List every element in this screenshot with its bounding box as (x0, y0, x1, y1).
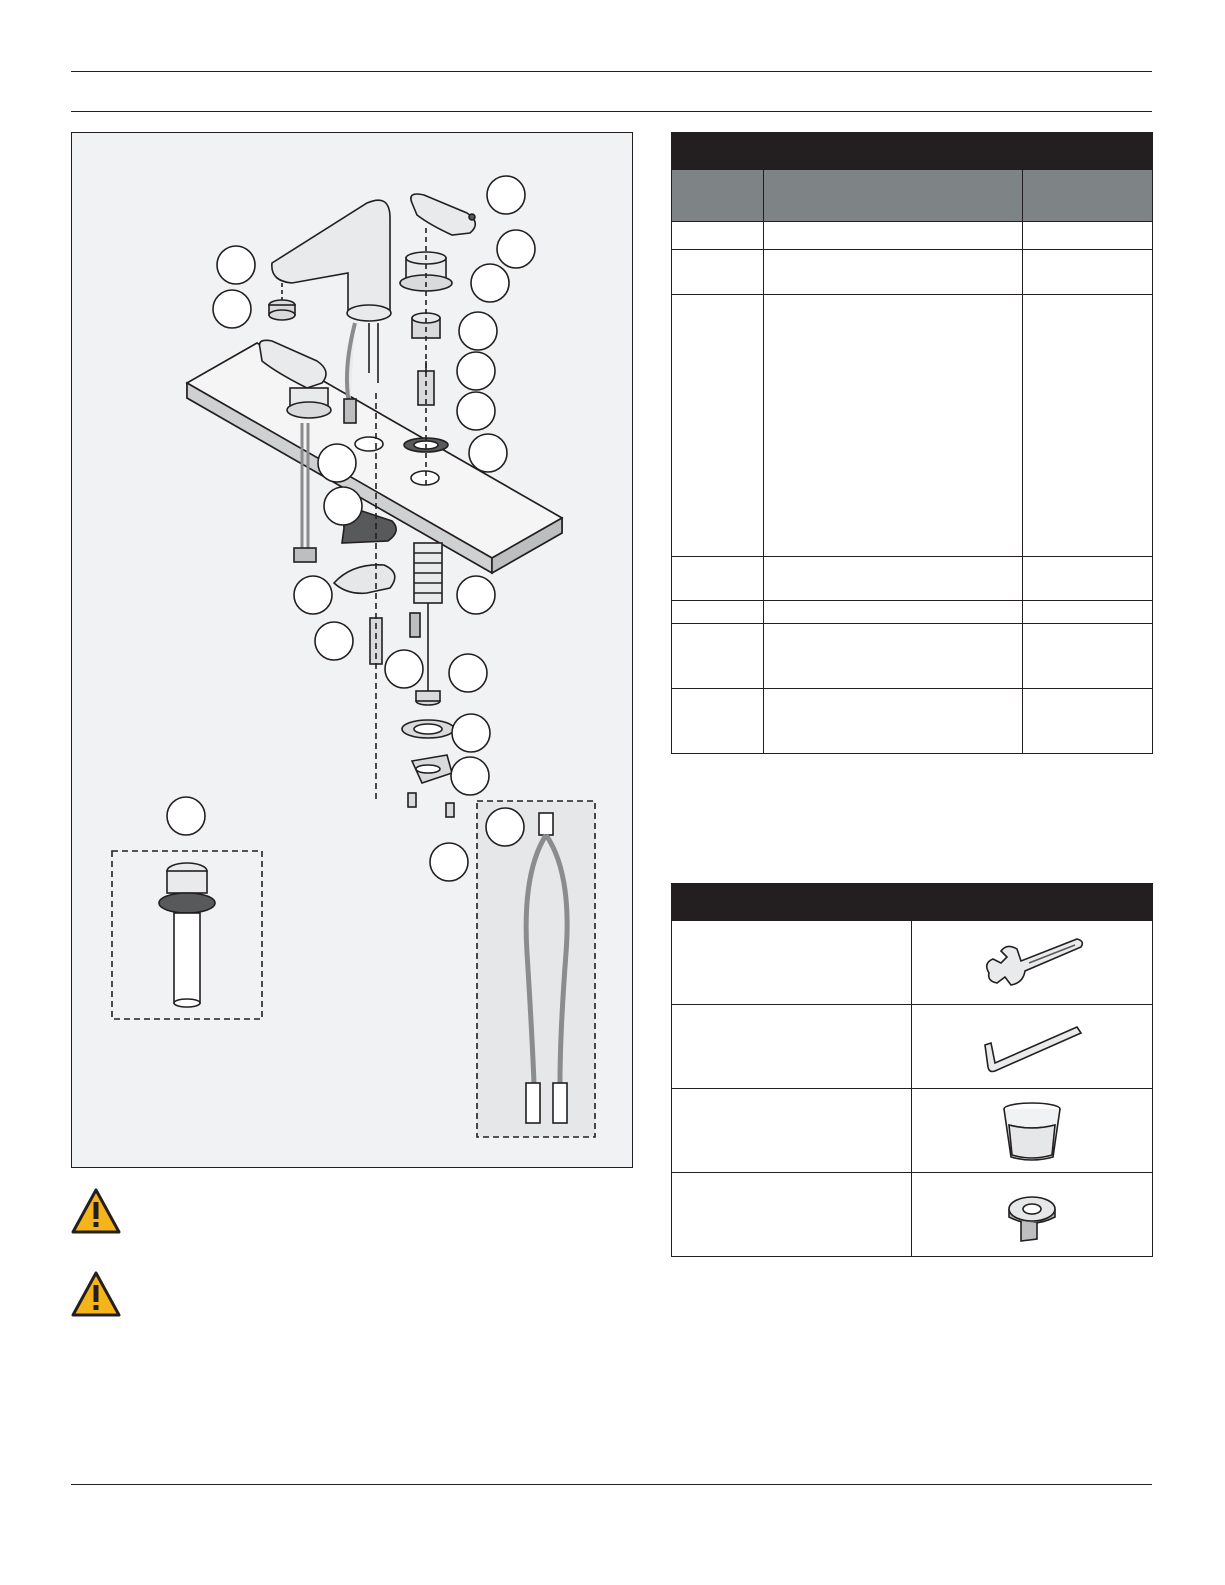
callout-circle (167, 797, 205, 835)
callout-circle (487, 176, 525, 214)
callout-circle (294, 576, 332, 614)
table-row (672, 557, 1153, 601)
table-row (672, 689, 1153, 754)
callout-circle (318, 444, 356, 482)
callout-circle (469, 434, 507, 472)
column-header-item (672, 170, 764, 222)
pop-up-drain-assembly (112, 851, 262, 1019)
table-row (672, 222, 1153, 250)
faucet-exploded-view (72, 133, 634, 1169)
tool-label (672, 1173, 912, 1257)
callout-circle (385, 650, 423, 688)
header-top-rule (71, 71, 1152, 72)
table-row (672, 250, 1153, 295)
parts-table-title (672, 133, 1153, 170)
callout-circle (471, 264, 509, 302)
exploded-parts-diagram (71, 132, 633, 1168)
callout-circle (324, 487, 362, 525)
callout-circle (449, 654, 487, 692)
tool-row (672, 1089, 1153, 1173)
hex-key-icon (912, 1017, 1152, 1077)
callout-circle (430, 843, 468, 881)
callout-circle (213, 290, 251, 328)
plumbers-putty-cup-icon (912, 1099, 1152, 1163)
table-row (672, 601, 1153, 624)
thread-tape-icon (912, 1183, 1152, 1247)
tool-label (672, 921, 912, 1005)
warning-triangle-icon (71, 1271, 121, 1317)
table-row (672, 624, 1153, 689)
footer-rule (71, 1484, 1152, 1485)
tools-table (671, 883, 1153, 1257)
tool-label (672, 1005, 912, 1089)
callout-circle (452, 714, 490, 752)
table-row (672, 295, 1153, 557)
callout-circle (497, 230, 535, 268)
parts-table (671, 132, 1153, 754)
mounting-bracket-light (334, 565, 395, 593)
aerator (269, 283, 295, 320)
column-header-part-number (1023, 170, 1153, 222)
tool-row (672, 921, 1153, 1005)
tools-table-title (672, 884, 1153, 921)
callout-circle (486, 808, 524, 846)
callout-circle (457, 576, 495, 614)
tool-row (672, 1173, 1153, 1257)
header-bottom-rule (71, 111, 1152, 112)
callout-circle (217, 246, 255, 284)
column-header-description (764, 170, 1023, 222)
callout-circle (459, 312, 497, 350)
tool-label (672, 1089, 912, 1173)
callout-circle (315, 622, 353, 660)
tool-row (672, 1005, 1153, 1089)
mounting-nut (402, 691, 454, 817)
callout-circle (457, 352, 495, 390)
supply-hoses (477, 801, 595, 1137)
adjustable-wrench-icon (912, 933, 1152, 993)
warning-triangle-icon (71, 1188, 121, 1234)
callout-circle (451, 757, 489, 795)
callout-circle (457, 392, 495, 430)
